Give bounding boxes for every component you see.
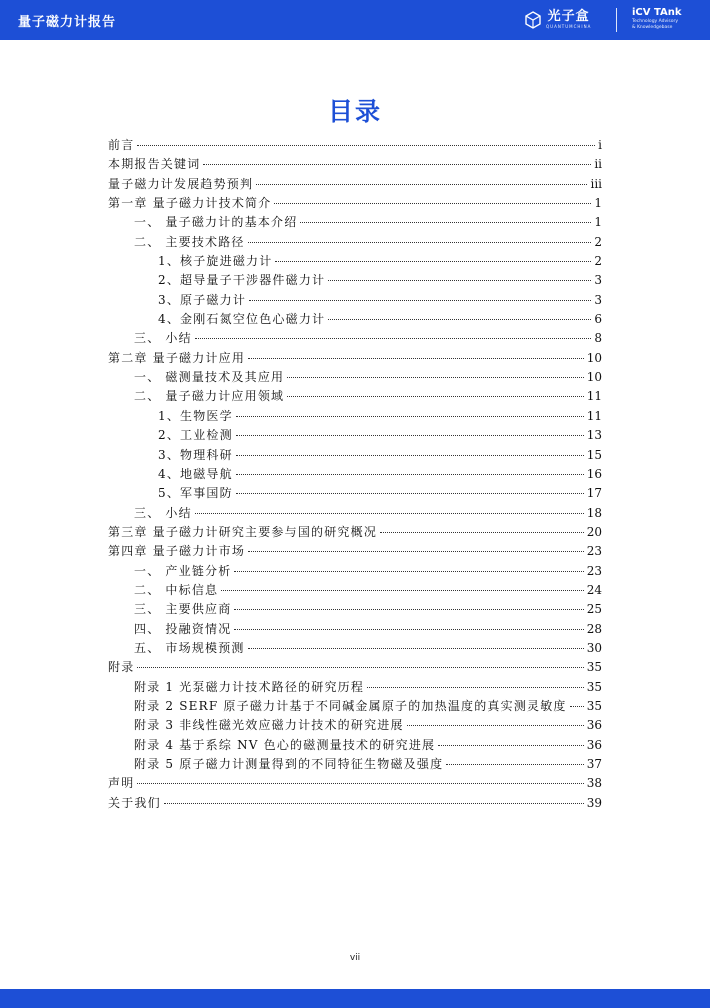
toc-entry-page: 38	[586, 776, 602, 791]
toc-entry-page: 35	[586, 698, 602, 713]
icv-tank-tagline-1: Technology Advisory	[632, 19, 679, 24]
toc-entry[interactable]	[108, 349, 602, 368]
toc-entry-page: 25	[586, 602, 602, 617]
toc-entry-label: 一、 磁测量技术及其应用	[134, 370, 285, 385]
toc-entry[interactable]	[108, 794, 602, 813]
toc-entry-page: 13	[586, 428, 602, 443]
toc-entry-page: 23	[586, 544, 602, 559]
toc-leader-dots	[407, 724, 584, 726]
toc-leader-dots	[274, 202, 591, 204]
toc-entry-label: 五、 市场规模预测	[134, 640, 245, 655]
logo-divider	[616, 8, 617, 32]
table-of-contents	[108, 136, 602, 813]
toc-entry[interactable]	[108, 620, 602, 639]
toc-leader-dots	[248, 647, 584, 649]
toc-leader-dots	[234, 628, 583, 630]
toc-entry-page: 10	[586, 370, 602, 385]
page-footer	[0, 989, 710, 1008]
toc-entry-label: 1、核子旋进磁力计	[158, 254, 273, 269]
toc-entry-label: 1、生物医学	[158, 408, 233, 423]
logo-sub-text: QUANTUMCHINA	[546, 24, 592, 29]
toc-entry-page: 18	[586, 505, 602, 520]
toc-entry[interactable]	[108, 194, 602, 213]
toc-entry-label: 一、 产业链分析	[134, 563, 232, 578]
toc-leader-dots	[236, 434, 584, 436]
toc-leader-dots	[328, 279, 591, 281]
toc-entry-label: 三、 主要供应商	[134, 602, 232, 617]
toc-entry[interactable]	[108, 233, 602, 252]
toc-leader-dots	[248, 241, 592, 243]
toc-entry[interactable]	[108, 407, 602, 426]
toc-entry-page: 28	[586, 621, 602, 636]
toc-entry-label: 第四章 量子磁力计市场	[108, 544, 246, 559]
toc-entry[interactable]	[108, 426, 602, 445]
toc-entry-label: 关于我们	[108, 795, 161, 810]
toc-entry[interactable]	[108, 329, 602, 348]
toc-entry-page: 35	[586, 660, 602, 675]
toc-entry-page: 15	[586, 447, 602, 462]
toc-entry[interactable]	[108, 252, 602, 271]
toc-entry-label: 2、超导量子干涉器件磁力计	[158, 273, 326, 288]
toc-entry-label: 附录 5 原子磁力计测量得到的不同特征生物磁及强度	[134, 757, 444, 771]
toc-leader-dots	[446, 763, 583, 765]
toc-leader-dots	[249, 299, 591, 301]
page-header	[0, 0, 710, 40]
toc-leader-dots	[137, 666, 583, 668]
toc-entry[interactable]	[108, 736, 602, 755]
report-title: 量子磁力计报告	[18, 15, 117, 30]
toc-leader-dots	[195, 337, 592, 339]
toc-entry-label: 4、金刚石氮空位色心磁力计	[158, 312, 326, 327]
toc-leader-dots	[256, 183, 587, 185]
toc-entry-page: i	[598, 138, 602, 152]
toc-entry-page: 8	[594, 331, 602, 346]
toc-entry-page: 3	[594, 273, 602, 288]
toc-leader-dots	[328, 318, 591, 320]
toc-entry-page: 35	[586, 679, 602, 694]
toc-entry[interactable]	[108, 175, 602, 194]
toc-entry-label: 3、物理科研	[158, 447, 233, 462]
toc-leader-dots	[248, 550, 584, 552]
logo-main-text: 光子盒	[547, 9, 590, 24]
toc-leader-dots	[367, 686, 584, 688]
toc-entry-page: 24	[586, 582, 602, 597]
toc-entry[interactable]	[108, 562, 602, 581]
toc-leader-dots	[236, 492, 584, 494]
toc-entry-label: 本期报告关键词	[108, 157, 201, 172]
toc-entry-page: 6	[594, 312, 602, 327]
toc-entry-page: 11	[586, 389, 602, 404]
toc-entry-page: 30	[586, 640, 602, 655]
toc-entry-page: 37	[586, 757, 602, 771]
toc-entry-page: 16	[586, 466, 602, 481]
toc-entry[interactable]	[108, 716, 602, 735]
toc-leader-dots	[164, 802, 584, 804]
toc-entry-page: 11	[586, 408, 602, 423]
toc-entry[interactable]	[108, 465, 602, 484]
toc-entry[interactable]	[108, 291, 602, 310]
toc-entry-label: 量子磁力计发展趋势预判	[108, 176, 254, 191]
toc-leader-dots	[236, 473, 584, 475]
toc-entry-label: 附录 3 非线性磁光效应磁力计技术的研究进展	[134, 718, 404, 733]
toc-entry[interactable]	[108, 542, 602, 561]
toc-entry[interactable]	[108, 368, 602, 387]
toc-entry-page: 20	[586, 524, 602, 539]
toc-leader-dots	[203, 163, 591, 165]
toc-leader-dots	[438, 744, 583, 746]
toc-entry-label: 第一章 量子磁力计技术简介	[108, 196, 272, 211]
toc-entry[interactable]	[108, 446, 602, 465]
toc-entry-label: 四、 投融资情况	[134, 621, 232, 636]
toc-entry-page: 23	[586, 563, 602, 578]
toc-entry[interactable]	[108, 581, 602, 600]
toc-entry[interactable]	[108, 213, 602, 232]
toc-entry-page: 36	[586, 737, 602, 752]
toc-entry[interactable]	[108, 697, 602, 716]
toc-entry-label: 三、 小结	[134, 331, 192, 346]
toc-entry-label: 3、原子磁力计	[158, 292, 247, 307]
icv-tank-name: iCV TAnk	[632, 7, 682, 18]
toc-entry-label: 附录	[108, 660, 135, 675]
toc-entry[interactable]	[108, 774, 602, 793]
toc-entry[interactable]	[108, 658, 602, 677]
toc-entry-label: 声明	[108, 776, 135, 791]
toc-entry-page: ii	[594, 157, 602, 172]
toc-entry[interactable]	[108, 484, 602, 503]
toc-entry[interactable]	[108, 504, 602, 523]
toc-leader-dots	[275, 260, 591, 262]
toc-entry-page: 10	[586, 350, 602, 365]
toc-entry[interactable]	[108, 523, 602, 542]
toc-leader-dots	[234, 608, 583, 610]
toc-leader-dots	[137, 144, 595, 146]
toc-leader-dots	[300, 221, 591, 223]
toc-entry-label: 二、 量子磁力计应用领域	[134, 389, 285, 404]
toc-entry[interactable]	[108, 387, 602, 406]
toc-entry-label: 2、工业检测	[158, 428, 233, 443]
toc-entry[interactable]	[108, 136, 602, 155]
toc-entry-label: 附录 1 光泵磁力计技术路径的研究历程	[134, 679, 365, 694]
toc-entry-page: 36	[586, 718, 602, 733]
toc-leader-dots	[236, 415, 584, 417]
toc-entry-label: 4、地磁导航	[158, 466, 233, 481]
toc-entry-label: 二、 中标信息	[134, 582, 219, 597]
toc-entry[interactable]	[108, 755, 602, 774]
toc-leader-dots	[234, 570, 583, 572]
icv-tank-logo	[632, 7, 682, 30]
toc-entry-page: iii	[590, 176, 602, 191]
toc-leader-dots	[380, 531, 584, 533]
toc-entry[interactable]	[108, 639, 602, 658]
toc-entry-page: 1	[594, 196, 602, 211]
toc-leader-dots	[248, 357, 584, 359]
toc-entry-page: 2	[594, 254, 602, 269]
cube-icon	[524, 11, 542, 29]
toc-leader-dots	[221, 589, 584, 591]
toc-entry[interactable]	[108, 271, 602, 290]
toc-entry-label: 一、 量子磁力计的基本介绍	[134, 215, 298, 230]
icv-tank-tagline-2: & Knowledgebase	[632, 24, 673, 30]
toc-leader-dots	[287, 376, 584, 378]
toc-entry-page: 2	[594, 234, 602, 249]
toc-entry-page: 39	[586, 795, 602, 810]
toc-leader-dots	[137, 782, 583, 784]
toc-entry-page: 17	[586, 486, 602, 501]
toc-entry-page: 1	[594, 215, 602, 230]
toc-entry-label: 第二章 量子磁力计应用	[108, 350, 246, 365]
toc-entry-label: 附录 2 SERF 原子磁力计基于不同碱金属原子的加热温度的真实测灵敏度	[134, 698, 567, 713]
toc-leader-dots	[236, 454, 584, 456]
toc-leader-dots	[195, 512, 584, 514]
toc-entry[interactable]	[108, 310, 602, 329]
toc-heading: 目录	[327, 97, 382, 126]
toc-entry-label: 附录 4 基于系综 NV 色心的磁测量技术的研究进展	[134, 737, 436, 752]
page-number: vii	[349, 953, 361, 963]
toc-leader-dots	[570, 705, 584, 707]
toc-entry-label: 5、军事国防	[158, 486, 233, 501]
toc-entry-label: 三、 小结	[134, 505, 192, 520]
toc-entry-label: 前言	[108, 138, 135, 152]
toc-entry-label: 二、 主要技术路径	[134, 234, 245, 249]
toc-entry[interactable]	[108, 678, 602, 697]
toc-entry[interactable]	[108, 155, 602, 174]
toc-entry-page: 3	[594, 292, 602, 307]
toc-leader-dots	[287, 395, 584, 397]
toc-entry[interactable]	[108, 600, 602, 619]
toc-entry-label: 第三章 量子磁力计研究主要参与国的研究概况	[108, 524, 378, 539]
quantumchina-logo	[524, 7, 591, 33]
